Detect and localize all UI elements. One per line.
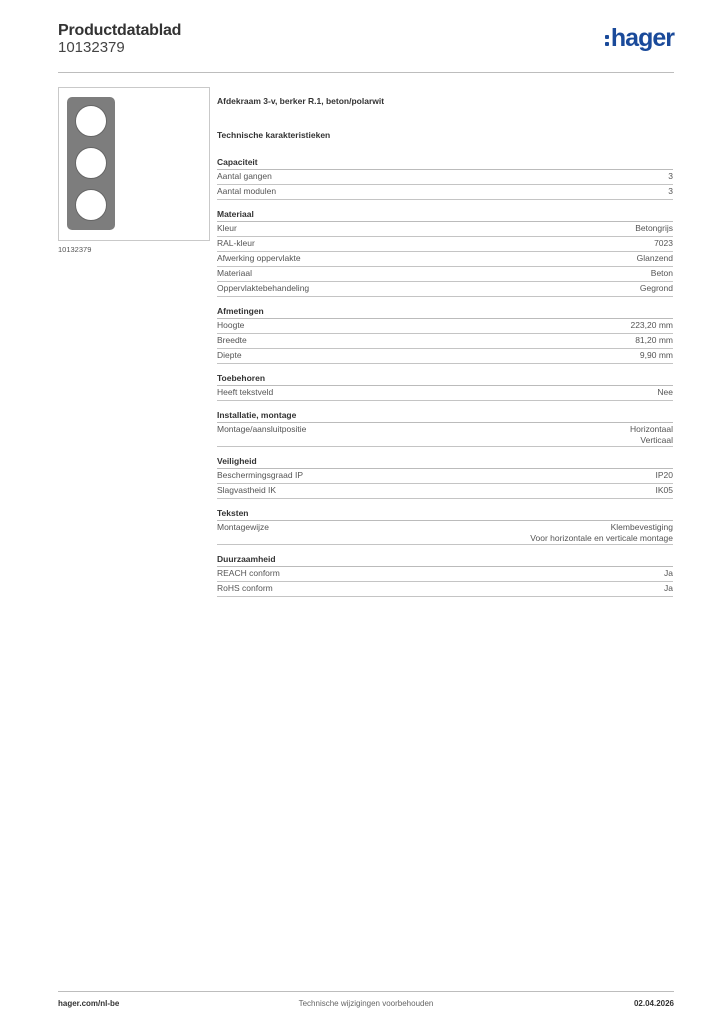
spec-values [637,253,673,264]
product-image [58,87,210,241]
spec-row [217,222,673,237]
spec-label: RAL-kleur [217,238,255,248]
spec-value: Nee [657,387,673,397]
spec-value: IP20 [655,470,673,480]
spec-row [217,185,673,200]
spec-value: 3 [668,171,673,181]
hager-logo [605,26,674,51]
footer-date: 02.04.2026 [633,999,674,1008]
document-number: 10132379 [58,39,125,56]
spec-label: Materiaal [217,268,252,278]
spec-values [657,387,673,398]
spec-values [664,583,673,594]
image-caption: 10132379 [58,245,92,254]
spec-label: Aantal modulen [217,186,277,196]
spec-row [217,423,673,447]
section-title: Toebehoren [217,372,673,386]
spec-section [217,156,673,200]
spec-values [630,424,673,446]
footer-notice: Technische wijzigingen voorbehouden [298,999,434,1008]
section-title: Afmetingen [217,305,673,319]
spec-section [217,507,673,545]
spec-values [640,350,673,361]
page-footer [58,991,674,1014]
spec-label: Breedte [217,335,247,345]
spec-row [217,252,673,267]
frame-opening [75,147,107,179]
frame-opening [75,189,107,221]
section-title: Installatie, montage [217,409,673,423]
spec-row [217,582,673,597]
spec-value: Ja [664,568,673,578]
spec-value: Ja [664,583,673,593]
spec-row [217,267,673,282]
spec-label: Hoogte [217,320,245,330]
spec-value: Horizontaal [630,424,673,434]
spec-section [217,372,673,401]
spec-section [217,208,673,297]
spec-label: Beschermingsgraad IP [217,470,303,480]
spec-values [668,186,673,197]
spec-value: 9,90 mm [639,350,673,360]
footer-website: hager.com/nl-be [58,999,120,1008]
spec-value: 81,20 mm [635,335,673,345]
spec-value: 7023 [654,238,673,248]
document-title: Productdatablad [58,22,182,39]
spec-row [217,237,673,252]
spec-label: RoHS conform [217,583,273,593]
spec-values [664,568,673,579]
spec-values [640,283,673,294]
spec-values [654,238,673,249]
spec-label: Kleur [217,223,237,233]
section-title: Teksten [217,507,673,521]
spec-values [530,522,673,544]
spec-label: Slagvastheid IK [217,485,277,495]
spec-section [217,455,673,499]
spec-label: Diepte [217,350,242,360]
spec-section [217,409,673,447]
spec-value: Gegrond [639,283,673,293]
spec-label: Aantal gangen [217,171,272,181]
spec-values [635,335,673,346]
logo-text: hager [610,24,674,52]
spec-row [217,521,673,545]
page-header [58,20,674,73]
spec-values [656,470,674,481]
spec-value: Beton [650,268,673,278]
section-title: Veiligheid [217,455,673,469]
tech-heading: Technische karakteristieken [217,130,331,140]
spec-value: Voor horizontale en verticale montage [530,533,673,543]
product-description: Afdekraam 3-v, berker R.1, beton/polarwit [217,96,385,106]
spec-label: Oppervlaktebehandeling [217,283,310,293]
spec-value: 3 [668,186,673,196]
spec-values [630,320,673,331]
spec-value: Betongrijs [635,223,673,233]
spec-values [668,171,673,182]
spec-row [217,170,673,185]
spec-section [217,305,673,364]
spec-row [217,469,673,484]
spec-content [217,96,673,605]
spec-value: IK05 [655,485,673,495]
spec-label: Montagewijze [217,522,269,532]
section-title: Capaciteit [217,156,673,170]
spec-section [217,553,673,597]
section-title: Duurzaamheid [217,553,673,567]
spec-value: Glanzend [636,253,673,263]
logo-dots-icon [605,35,609,46]
section-title: Materiaal [217,208,673,222]
cover-frame-icon [67,97,115,230]
spec-values [651,268,673,279]
spec-value: Klembevestiging [610,522,673,532]
spec-row [217,484,673,499]
spec-label: Afwerking oppervlakte [217,253,301,263]
spec-label: Montage/aansluitpositie [217,424,307,434]
spec-values [656,485,674,496]
spec-value: Verticaal [640,435,673,445]
spec-row [217,386,673,401]
frame-opening [75,105,107,137]
spec-sections [217,156,673,597]
spec-row [217,334,673,349]
spec-row [217,319,673,334]
spec-row [217,567,673,582]
spec-values [635,223,673,234]
spec-label: Heeft tekstveld [217,387,274,397]
spec-value: 223,20 mm [630,320,673,330]
spec-row [217,282,673,297]
spec-row [217,349,673,364]
spec-label: REACH conform [217,568,280,578]
